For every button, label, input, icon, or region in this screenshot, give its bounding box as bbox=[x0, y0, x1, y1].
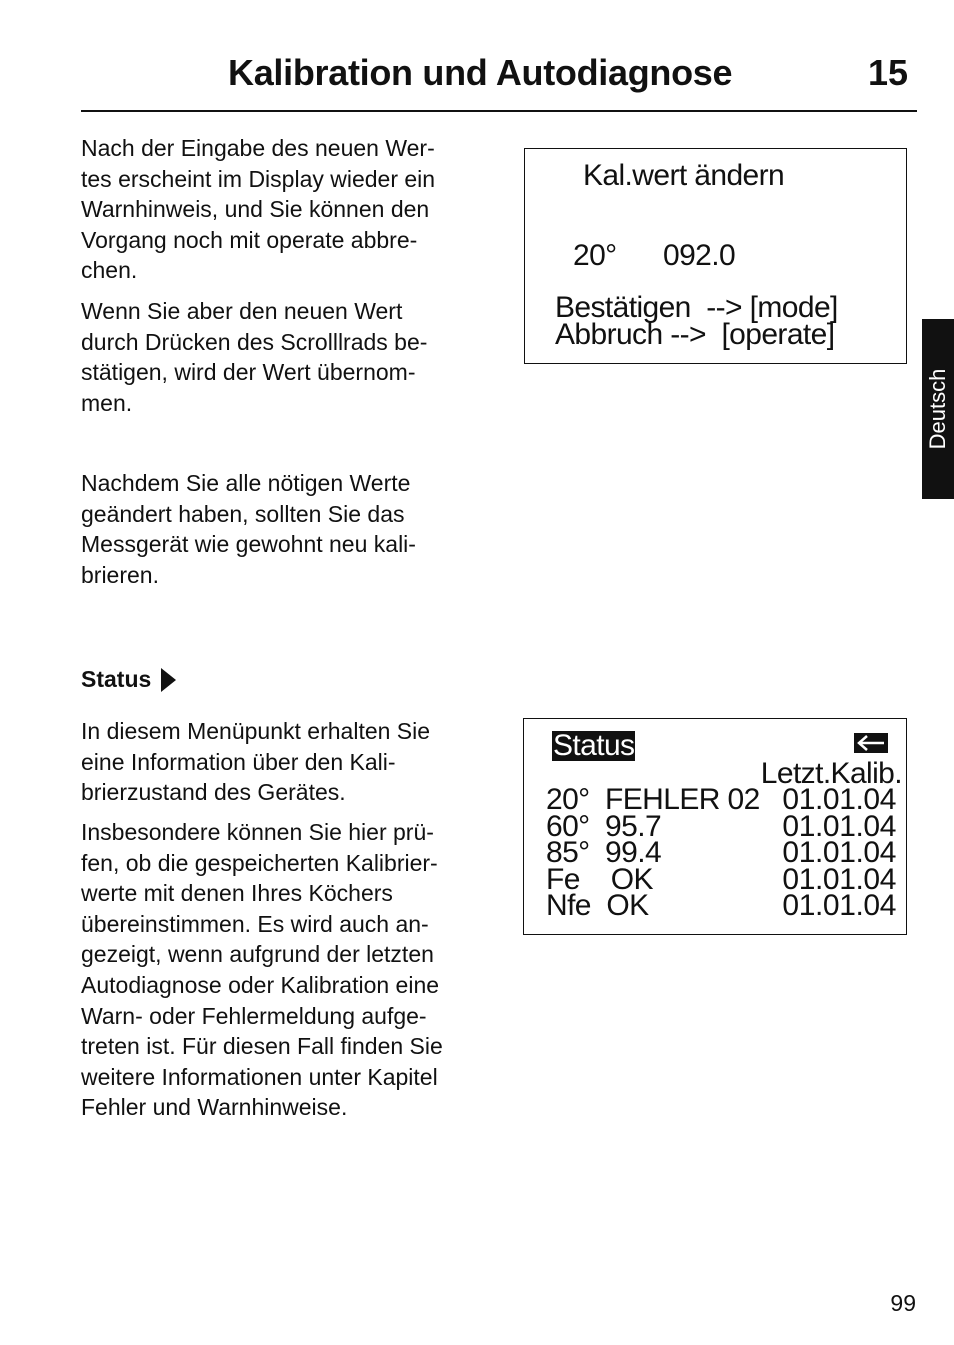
paragraph-status-details: Insbesondere können Sie hier prü- fen, ob die gespeicherten Kalibrier- werte mit denen Ihres Köchers übereinstimmen. Es wird auch an- gezeigt, wenn aufgrund der letzten Autodiagnose oder Kalibration eine Warn- oder Fehlermeldung aufge- treten ist. Für diesen Fall finden Sie weitere Informationen unter Kapitel Fehler und Warnhinweise. bbox=[81, 819, 443, 1121]
paragraph-confirm: Wenn Sie aber den neuen Wert durch Drücken des Scrolllrads be- stätigen, wird der Wert übernom- men. bbox=[81, 298, 428, 416]
status-row-date: 01.01.04 bbox=[782, 810, 896, 843]
page-title: Kalibration und Autodiagnose bbox=[228, 52, 733, 93]
paragraph-warning: Nach der Eingabe des neuen Wer- tes erscheint im Display wieder ein Warnhinweis, und Sie können den Vorgang noch mit operate abbre- chen. bbox=[81, 135, 436, 284]
language-tab bbox=[922, 319, 954, 499]
status-row-label: Nfe OK bbox=[546, 889, 649, 922]
status-row-date: 01.01.04 bbox=[782, 783, 896, 816]
display-column-header: Letzt.Kalib. bbox=[760, 757, 902, 790]
back-arrow-icon bbox=[854, 733, 888, 753]
language-tab-label: Deutsch bbox=[925, 368, 950, 450]
status-heading bbox=[81, 666, 176, 693]
display-cancel-hint: Abbruch --> [operate] bbox=[555, 318, 835, 351]
status-row-date: 01.01.04 bbox=[782, 889, 896, 922]
status-row-label: Fe OK bbox=[546, 863, 653, 896]
status-row-label: 60° 95.7 bbox=[546, 810, 662, 843]
paragraph-status-info: In diesem Menüpunkt erhalten Sie eine Information über den Kali- brierzustand des Gerätes. bbox=[81, 718, 431, 806]
status-heading-label: Status bbox=[81, 666, 152, 692]
status-row-label: 85° 99.4 bbox=[546, 836, 662, 869]
header-rule bbox=[81, 110, 917, 112]
display-confirm-hint: Bestätigen --> [mode] bbox=[555, 291, 838, 324]
status-row-date: 01.01.04 bbox=[782, 863, 896, 896]
paragraph-recalibrate: Nachdem Sie alle nötigen Werte geändert haben, sollten Sie das Messgerät wie gewohnt neu kali- brieren. bbox=[81, 470, 416, 588]
display-value: 092.0 bbox=[663, 239, 736, 272]
display-status bbox=[523, 718, 907, 935]
status-row-date: 01.01.04 bbox=[782, 836, 896, 869]
arrow-right-icon bbox=[161, 668, 176, 692]
display-angle: 20° bbox=[573, 239, 617, 272]
display-calibration-value bbox=[524, 148, 907, 364]
display-title: Kal.wert ändern bbox=[583, 159, 785, 192]
status-row-label: 20° FEHLER 02 bbox=[546, 783, 760, 816]
chapter-number: 15 bbox=[867, 52, 908, 93]
display-status-title: Status bbox=[553, 729, 635, 762]
page-number: 99 bbox=[890, 1290, 916, 1316]
